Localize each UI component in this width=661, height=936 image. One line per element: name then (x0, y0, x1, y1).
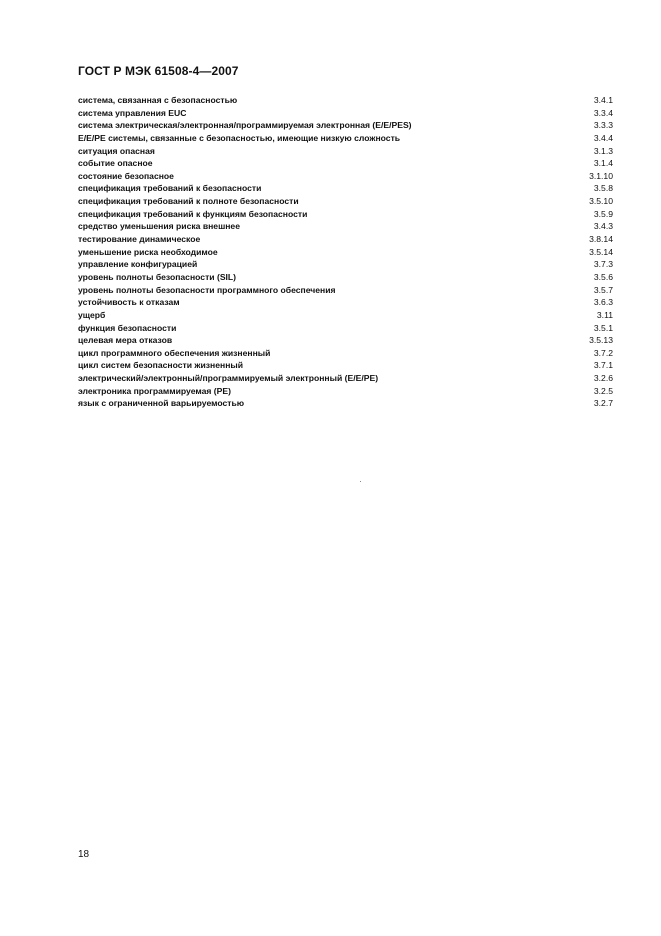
index-term: электроника программируемая (PE) (78, 385, 231, 396)
index-reference: 3.5.9 (593, 208, 613, 219)
index-entry (78, 322, 613, 335)
index-reference: 3.2.5 (593, 385, 613, 396)
index-term: E/E/PE системы, связанные с безопасностью, имеющие низкую сложность (78, 132, 401, 143)
index-reference: 3.5.14 (589, 246, 613, 257)
index-entry (78, 233, 613, 246)
index-term: уменьшение риска необходимое (78, 246, 218, 257)
index-reference: 3.2.6 (593, 373, 613, 384)
index-reference: 3.1.4 (593, 158, 613, 169)
index-reference: 3.3.4 (593, 107, 613, 118)
index-term: система электрическая/электронная/программируемая электронная (E/E/PES) (78, 120, 412, 131)
index-list (78, 94, 613, 410)
index-entry (78, 385, 613, 398)
index-term: ущерб (78, 309, 106, 320)
index-reference: 3.7.2 (593, 347, 613, 358)
index-term: ситуация опасная (78, 145, 155, 156)
index-entry (78, 107, 613, 120)
index-entry (78, 94, 613, 107)
index-reference: 3.8.14 (589, 234, 613, 245)
index-reference: 3.5.1 (593, 322, 613, 333)
index-entry (78, 220, 613, 233)
index-entry (78, 195, 613, 208)
index-entry (78, 284, 613, 297)
index-term: функция безопасности (78, 322, 177, 333)
index-term: спецификация требований к функциям безопасности (78, 208, 308, 219)
index-reference: 3.7.1 (593, 360, 613, 371)
index-reference: 3.5.13 (589, 335, 613, 346)
index-entry (78, 145, 613, 158)
index-term: цикл систем безопасности жизненный (78, 360, 244, 371)
index-entry (78, 157, 613, 170)
index-term: управление конфигурацией (78, 259, 198, 270)
index-term: язык с ограниченной варьируемостью (78, 398, 245, 409)
index-entry (78, 170, 613, 183)
index-term: тестирование динамическое (78, 234, 201, 245)
index-term: средство уменьшения риска внешнее (78, 221, 240, 232)
index-term: электрический/электронный/программируемый электронный (E/E/PE) (78, 373, 379, 384)
index-term: событие опасное (78, 158, 153, 169)
index-entry (78, 372, 613, 385)
index-term: состояние безопасное (78, 170, 174, 181)
index-reference: 3.4.1 (593, 95, 613, 105)
page-header: ГОСТ Р МЭК 61508-4—2007 (78, 64, 239, 78)
index-entry (78, 208, 613, 221)
index-reference: 3.5.7 (593, 284, 613, 295)
index-reference: 3.5.8 (593, 183, 613, 194)
index-reference: 3.6.3 (593, 297, 613, 308)
index-reference: 3.3.3 (593, 120, 613, 131)
index-term: целевая мера отказов (78, 335, 173, 346)
index-reference: 3.5.6 (593, 271, 613, 282)
index-term: система управления EUC (78, 107, 187, 118)
index-reference: 3.4.3 (593, 221, 613, 232)
index-reference: 3.5.10 (589, 196, 613, 207)
index-reference: 3.1.10 (589, 170, 613, 181)
index-entry (78, 182, 613, 195)
index-entry (78, 309, 613, 322)
index-term: спецификация требований к полноте безопасности (78, 196, 299, 207)
scan-speck (360, 481, 361, 482)
index-reference: 3.2.7 (593, 398, 613, 409)
index-term: устойчивость к отказам (78, 297, 180, 308)
index-term: спецификация требований к безопасности (78, 183, 262, 194)
index-entry (78, 119, 613, 132)
index-reference: 3.11 (596, 309, 613, 320)
index-term: система, связанная с безопасностью (78, 95, 238, 105)
index-term: уровень полноты безопасности программного обеспечения (78, 284, 336, 295)
index-reference: 3.1.3 (593, 145, 613, 156)
index-entry (78, 132, 613, 145)
index-term: уровень полноты безопасности (SIL) (78, 271, 237, 282)
index-reference: 3.7.3 (593, 259, 613, 270)
index-entry (78, 334, 613, 347)
index-entry (78, 359, 613, 372)
index-entry (78, 397, 613, 410)
page-number: 18 (78, 849, 90, 860)
index-entry (78, 246, 613, 259)
index-entry (78, 258, 613, 271)
index-entry (78, 347, 613, 360)
index-term: цикл программного обеспечения жизненный (78, 347, 271, 358)
index-reference: 3.4.4 (593, 132, 613, 143)
index-entry (78, 271, 613, 284)
index-entry (78, 296, 613, 309)
